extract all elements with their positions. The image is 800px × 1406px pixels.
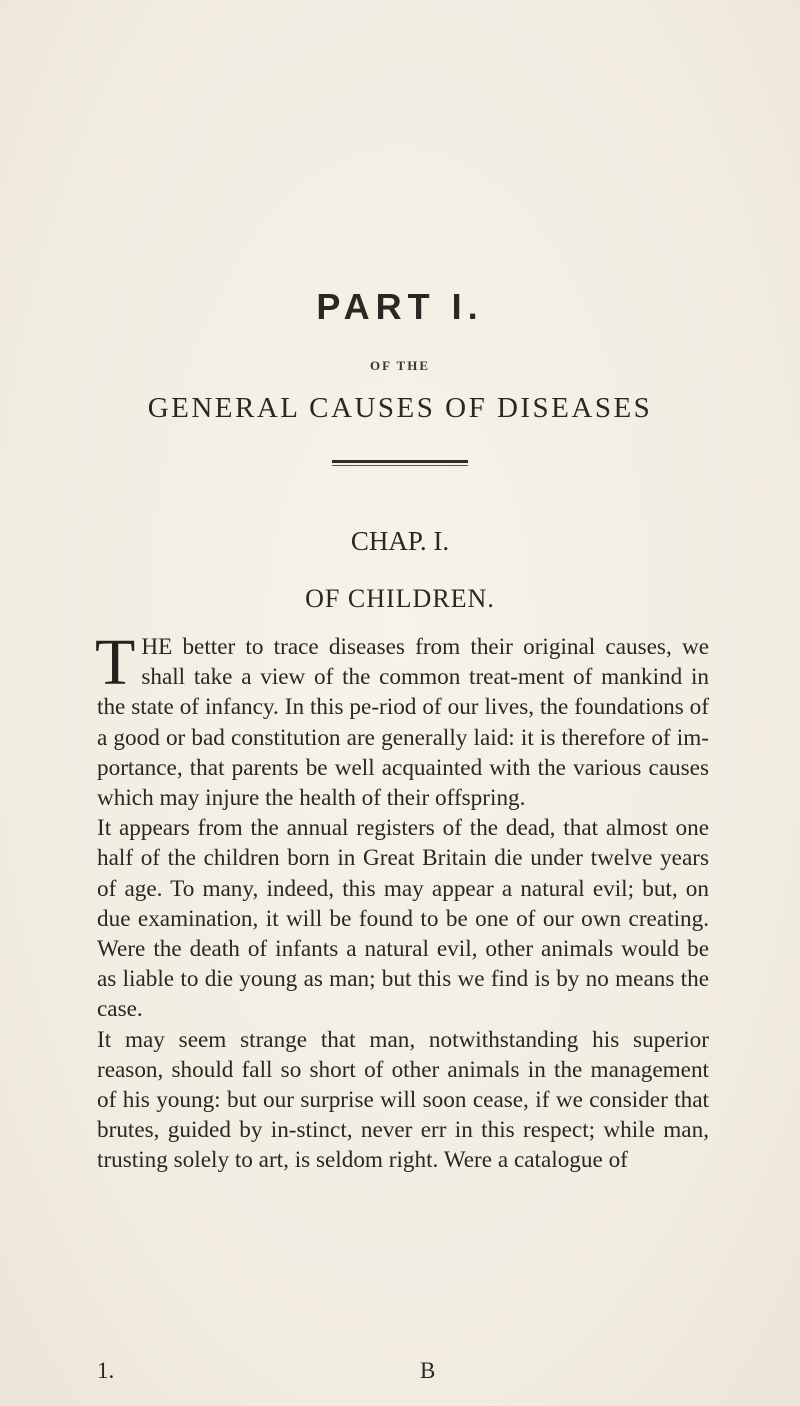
paragraph-3: It may seem strange that man, notwithstanding his superior reason, should fall so short of other animals in the management of his young: but our surprise will soon cease, if we consider that brutes, guided by in-stinct, never err in this respect; while man, trusting solely to art, is seldom right. Were a catalogue of xyxy=(97,1026,709,1174)
paragraph-1-text: HE better to trace diseases from their original causes, we shall take a view of the common treat-ment of mankind in the state of infancy. In this pe-riod of our lives, the foundations of a good or bad constitution are generally laid: it is therefore of im-portance, that parents be well acquainted with the various causes which may injure the health of their offspring. xyxy=(97,634,709,812)
drop-cap: T xyxy=(95,626,136,699)
of-the-label: OF THE xyxy=(369,358,431,373)
body-text xyxy=(95,626,709,1176)
paragraph-1 xyxy=(95,626,709,813)
chapter-title: OF CHILDREN. xyxy=(305,584,495,613)
signature-mark: B xyxy=(420,1358,436,1383)
part-title: PART I. xyxy=(316,286,484,327)
ornamental-rule xyxy=(332,460,468,463)
paragraph-2: It appears from the annual registers of the dead, that almost one half of the children born in Great Britain die under twelve years of age. To many, indeed, this may appear a natural evil; but, on due examination, it will be found to be one of our own creating. Were the death of infants a natural evil, other animals would be as liable to die young as man; but this we find is by no means the case. xyxy=(97,815,709,1023)
ornamental-rule-thin xyxy=(332,465,468,466)
section-title: GENERAL CAUSES OF DISEASES xyxy=(147,392,653,424)
chapter-number: CHAP. I. xyxy=(350,526,450,556)
volume-number: 1. xyxy=(97,1358,115,1383)
